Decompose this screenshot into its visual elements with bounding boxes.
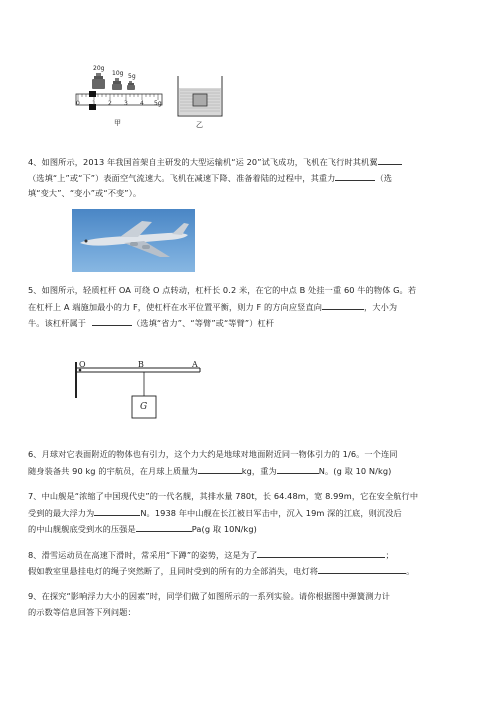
q5-line-2: 在杠杆上 A 端施加最小的力 F，使杠杆在水平位置平衡，则力 F 的方向应竖直向 ，大小为 — [28, 302, 398, 312]
ruler-tick-1: 1 — [92, 100, 96, 107]
ruler-tick-0: 0 — [76, 100, 80, 107]
q8-blank-2[interactable] — [318, 565, 406, 574]
q4-blank-2[interactable] — [335, 172, 375, 181]
q4-line-2: （选填“上”或“下”）表面空气流速大。飞机在减速下降、准备着陆的过程中，其重力 （选 — [28, 173, 393, 183]
q6-line-2: 随身装备共 90 kg 的宇航员，在月球上质量为 kg，重为 N。(g 取 10 N/kg) — [28, 466, 392, 476]
ruler-tick-3: 3 — [124, 100, 128, 107]
q5-blank-1[interactable] — [322, 301, 364, 310]
q9-line-1: 9、在探究“影响浮力大小的因素”时，同学们做了如图所示的一系列实验。请你根据图中弹簧测力计 — [28, 591, 391, 601]
weight-label-5g: 5g — [128, 73, 136, 80]
weight-label-20g: 20g — [93, 65, 105, 72]
q4-line-3: 填“变大”、“变小”或“不变”）。 — [28, 188, 142, 198]
lever-label-g: G — [140, 402, 148, 412]
weight-20g — [92, 73, 105, 89]
figure-label-yi: 乙 — [196, 121, 203, 129]
q6-blank-2[interactable] — [277, 465, 319, 474]
q7-line-2: 受到的最大浮力为 N。1938 年中山舰在长江被日军击中，沉入 19m 深的江底，则沉没后 — [28, 508, 402, 518]
q8-blank-1[interactable] — [257, 549, 385, 558]
q9-line-2: 的示数等信息回答下列问题： — [28, 607, 136, 617]
q5-line-1: 5、如图所示，轻质杠杆 OA 可绕 O 点转动，杠杆长 0.2 米，在它的中点 B 处挂一重 60 牛的物体 G。若 — [28, 285, 417, 295]
q8-line-1: 8、滑雪运动员在高速下滑时，常采用“下蹲”的姿势，这是为了 ； — [28, 550, 394, 560]
q5-blank-2[interactable] — [92, 317, 132, 326]
weight-label-10g: 10g — [112, 70, 124, 77]
q7-blank-1[interactable] — [94, 507, 140, 516]
lever-label-o: O — [79, 360, 86, 369]
q4-blank-1[interactable] — [378, 156, 402, 165]
q8-line-2: 假如教室里悬挂电灯的绳子突然断了，且同时受到的所有的力全部消失，电灯将 。 — [28, 566, 415, 576]
q4-line-1: 4、如图所示，2013 年我国首架自主研发的大型运输机“运 20”试飞成功，飞机在飞行时其机翼 — [28, 156, 402, 168]
q6-blank-1[interactable] — [198, 465, 242, 474]
lever-figure — [68, 358, 218, 428]
q6-line-1: 6、月球对它表面附近的物体也有引力，这个力大约是地球对地面附近同一物体引力的 1/6。一个连同 — [28, 449, 398, 459]
lever-label-b: B — [138, 360, 144, 369]
lever-label-a: A — [192, 360, 198, 369]
figure-beaker — [170, 72, 230, 142]
q7-line-3: 的中山舰舰底受到水的压强是 Pa(g 取 10N/kg) — [28, 524, 257, 534]
ruler-tick-2: 2 — [108, 100, 112, 107]
beaker-drawing — [170, 72, 230, 142]
q7-line-1: 7、中山舰是“浓缩了中国现代史”的一代名舰，其排水量 780t，长 64.48m，宽 8.99m，它在安全航行中 — [28, 491, 419, 501]
airplane-photo — [72, 209, 195, 272]
ruler-tick-4: 4 — [140, 100, 144, 107]
weight-10g — [112, 78, 122, 90]
airplane-icon — [72, 209, 195, 272]
ruler-tick-5g: 5g — [154, 100, 162, 107]
q5-line-3: 牛。该杠杆属于 （选填“省力”、“等臂”或“等臂”）杠杆 — [28, 318, 275, 328]
weight-5g — [127, 81, 135, 90]
figure-label-jia: 甲 — [114, 119, 121, 127]
rider-knob — [89, 91, 96, 97]
figure-balance-weights — [70, 60, 170, 140]
q7-blank-2[interactable] — [136, 523, 192, 532]
